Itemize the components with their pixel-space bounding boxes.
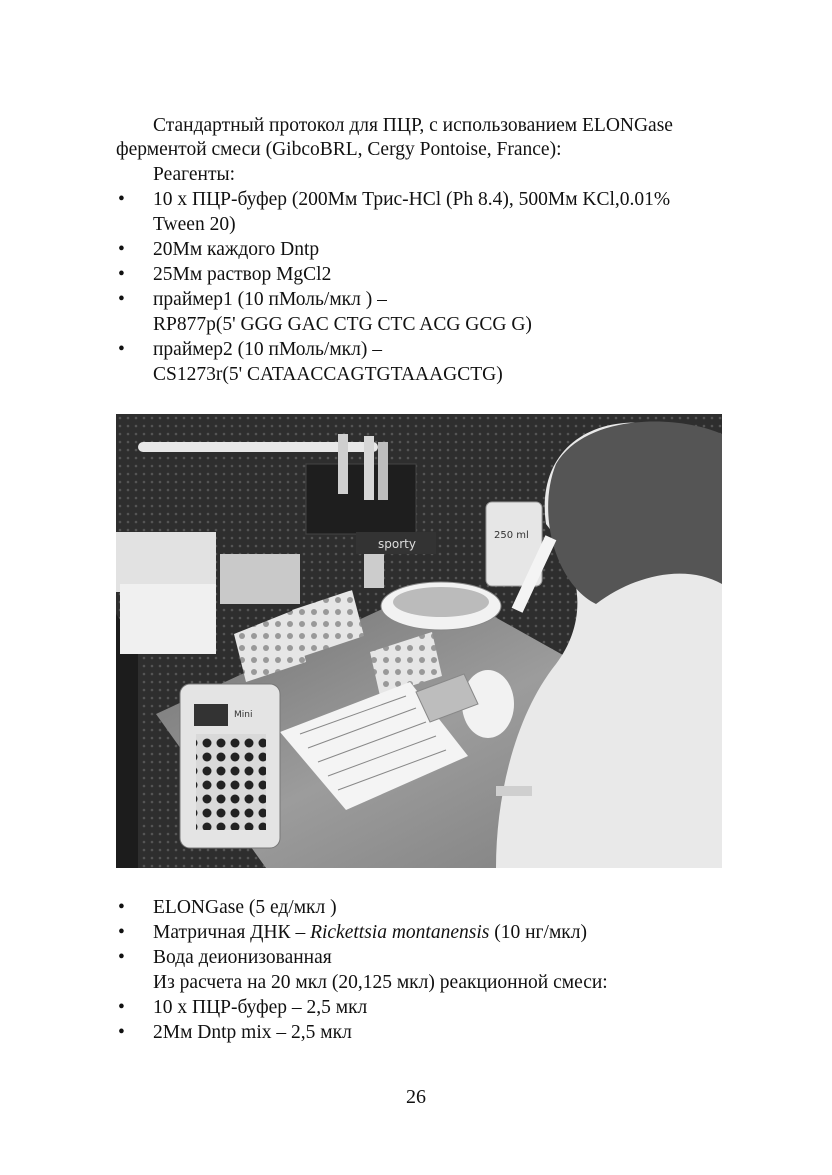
list-item: 10 x ПЦР-буфер (200Мм Трис-HCl (Ph 8.4), 500Мм KCl,0.01% — [153, 189, 671, 210]
list-item-continuation: Tween 20) — [153, 214, 236, 235]
intro-line-2: ферментой смеси (GibcoBRL, Cergy Pontoise, France): — [116, 139, 562, 160]
list-item — [153, 921, 587, 945]
bullet-symbol: • — [118, 339, 125, 360]
list-item: праймер2 (10 пМоль/мкл) – — [153, 339, 383, 360]
box-label: sporty — [378, 537, 416, 551]
list-item: 25Мм раствор MgCl2 — [153, 264, 332, 285]
page-number: 26 — [406, 1086, 426, 1108]
list-item: 20Мм каждого Dntp — [153, 239, 320, 260]
lab-photo — [116, 414, 722, 868]
template-dna-suffix: (10 нг/мкл) — [489, 922, 587, 943]
instrument-label: Mini — [234, 710, 253, 720]
list-item: 10 x ПЦР-буфер – 2,5 мкл — [153, 997, 368, 1018]
bullet-symbol: • — [118, 289, 125, 310]
bullet-symbol: • — [118, 189, 125, 210]
bullet-symbol: • — [118, 1022, 125, 1043]
reagents-heading: Реагенты: — [153, 164, 236, 185]
list-item-continuation: RP877p(5' GGG GAC CTG CTC ACG GCG G) — [153, 314, 532, 335]
list-item: ELONGase (5 ед/мкл ) — [153, 897, 337, 918]
list-item: Вода деионизованная — [153, 947, 332, 968]
species-name: Rickettsia montanensis — [310, 922, 490, 943]
list-item: 2Мм Dntp mix – 2,5 мкл — [153, 1022, 352, 1043]
intro-line-1: Стандартный протокол для ПЦР, с использованием ELONGase — [153, 115, 673, 136]
bullet-symbol: • — [118, 997, 125, 1018]
template-dna-prefix: Матричная ДНК – — [153, 922, 311, 943]
bullet-symbol: • — [118, 264, 125, 285]
calculation-line: Из расчета на 20 мкл (20,125 мкл) реакционной смеси: — [153, 972, 608, 993]
bullet-symbol: • — [118, 922, 125, 943]
bullet-symbol: • — [118, 897, 125, 918]
lab-photo-illustration — [116, 414, 722, 868]
bullet-symbol: • — [118, 239, 125, 260]
cylinder-label: 250 ml — [494, 530, 529, 541]
list-item: праймер1 (10 пМоль/мкл ) – — [153, 289, 387, 310]
bullet-symbol: • — [118, 947, 125, 968]
list-item-continuation: CS1273r(5' CATAACCAGTGTAAAGCTG) — [153, 364, 503, 385]
